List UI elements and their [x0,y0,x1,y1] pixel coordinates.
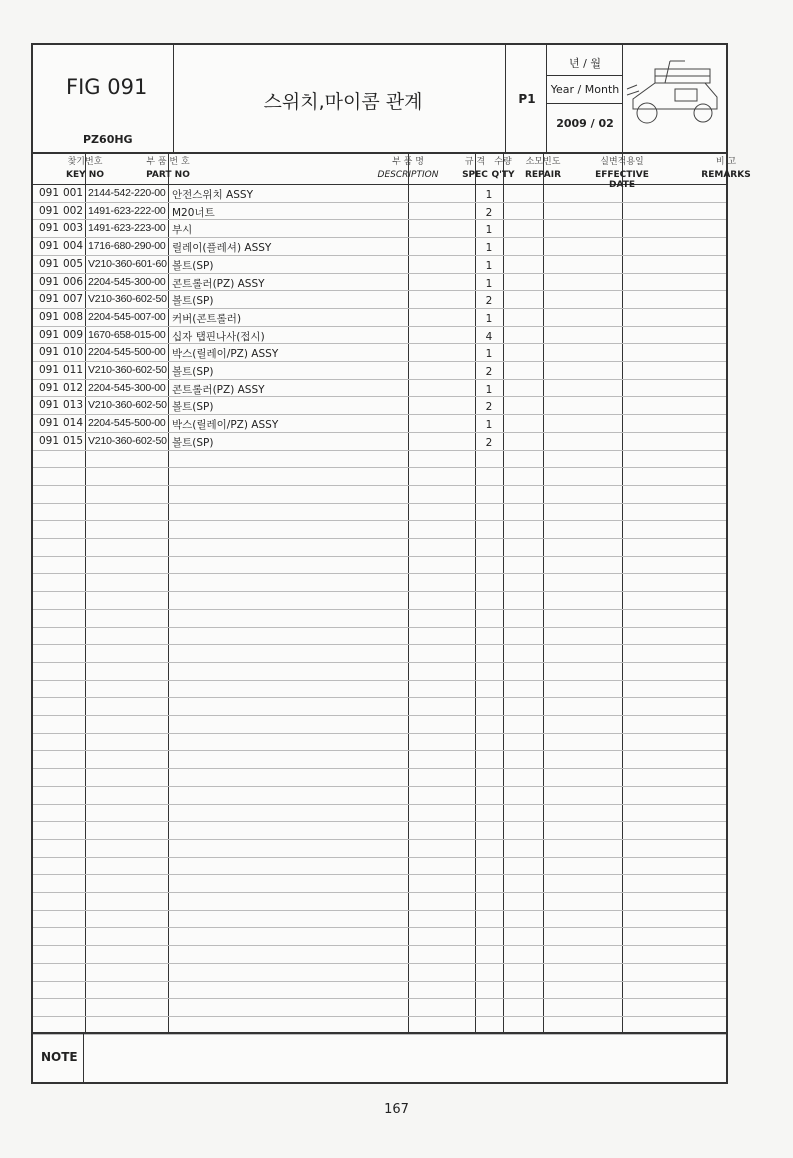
key-no: 009 [63,328,84,341]
quantity: 1 [485,259,493,272]
row-rule [33,450,726,451]
col-spec-en: SPEC [462,170,488,180]
row-rule [33,1016,726,1017]
row-rule [33,981,726,982]
quantity: 1 [485,189,493,201]
page-title: 스위치,마이콤 관계 [263,91,423,113]
fig-code: 091 [39,293,60,306]
key-no: 011 [63,364,84,376]
row-rule [33,255,726,256]
row-rule [33,396,726,397]
row-rule [33,573,726,574]
parts-table [33,152,751,1032]
description: 커버(콘트롤러) [172,312,242,325]
part-no: 1491-623-222-00 [88,204,166,217]
row-rule [33,273,726,274]
row-rule [33,963,726,964]
quantity: 2 [485,295,493,308]
fig-code: 091 [39,257,60,270]
row-rule [33,414,726,415]
fig-code: 091 [39,204,60,217]
col-desc-en: DESCRIPTION [377,170,439,180]
quantity: 2 [485,206,493,219]
part-no: V210-360-602-50 [88,364,167,376]
row-rule [33,786,726,787]
col-key-kr: 찾기번호 [67,157,103,167]
row-rule [33,874,726,875]
year-month-value: 2009 / 02 [556,117,614,130]
parts-sheet [31,43,751,1084]
row-rule [33,644,726,645]
col-spec-kr: 규 격 [464,157,486,167]
row-rule [33,857,726,858]
page-number: 167 [384,1102,409,1117]
fig-code: 091 [39,328,60,341]
row-rule [33,379,726,380]
part-no: 1716-680-290-00 [88,240,166,253]
quantity: 1 [485,348,493,361]
description: 볼트(SP) [172,401,214,414]
sheet-header [33,45,726,154]
key-no: 001 [63,187,84,199]
part-no: V210-360-602-50 [88,293,167,306]
description: 볼트(SP) [172,436,214,449]
fig-code: 091 [39,381,60,394]
row-rule [33,839,726,840]
row-rule [33,556,726,557]
key-no: 005 [63,257,84,270]
col-repair-kr: 소모빈도 [525,157,561,167]
description: 볼트(SP) [172,366,214,378]
description: 콘트롤러(PZ) ASSY [172,277,265,290]
part-no: V210-360-602-50 [88,399,167,412]
row-rule [33,715,726,716]
quantity: 1 [485,312,493,325]
fig-code: 091 [39,240,60,253]
description: 십자 탭핀나사(접시) [172,330,265,343]
part-no: V210-360-601-60 [88,257,167,270]
description: 볼트(SP) [172,259,214,272]
row-rule [33,662,726,663]
note-label: NOTE [41,1050,78,1064]
row-rule [33,750,726,751]
key-no: 014 [63,417,84,430]
row-rule [33,804,726,805]
quantity: 1 [485,277,493,290]
note-box [33,1032,726,1084]
row-rule [33,432,726,433]
part-no: V210-360-602-50 [88,434,167,447]
quantity: 2 [485,366,493,378]
row-rule [33,768,726,769]
fig-code: 091 [39,310,60,323]
description: 부시 [172,224,193,237]
quantity: 1 [485,419,493,432]
fig-code: 091 [39,417,60,430]
row-rule [33,998,726,999]
col-key-en: KEY NO [66,170,104,180]
row-rule [33,361,726,362]
year-month-en: Year / Month [550,83,620,96]
description: 안전스위치 ASSY [172,189,253,201]
column-header [33,152,751,190]
row-rule [33,945,726,946]
key-no: 003 [63,222,84,235]
key-no: 008 [63,310,84,323]
col-eff-kr: 실변적용일 [600,157,644,167]
part-no: 2204-545-007-00 [88,310,166,323]
fig-code: 091 [39,434,60,447]
key-no: 006 [63,275,84,288]
row-rule [33,290,726,291]
col-rem-kr: 비 고 [715,157,737,167]
row-rule [33,733,726,734]
col-qty-en: Q'TY [491,170,515,180]
row-rule [33,927,726,928]
fig-code: 091 [39,346,60,359]
col-rem-en: REMARKS [701,170,751,180]
part-no: 2144-542-220-00 [88,187,166,199]
fig-code: 091 [39,275,60,288]
part-no: 1670-658-015-00 [88,328,166,341]
description: 콘트롤러(PZ) ASSY [172,383,265,396]
quantity: 4 [485,330,493,343]
year-month-kr: 년 / 월 [569,57,601,70]
key-no: 002 [63,204,84,217]
description: 릴레이(플레셔) ASSY [172,242,272,255]
part-no: 2204-545-300-00 [88,381,166,394]
row-rule [33,538,726,539]
row-rule [33,910,726,911]
row-rule [33,308,726,309]
row-rule [33,520,726,521]
quantity: 1 [485,242,493,255]
row-rule [33,821,726,822]
col-desc-kr: 부 품 명 [392,157,424,167]
row-rule [33,467,726,468]
fig-code: 091 [39,364,60,376]
quantity: 2 [485,401,493,414]
fig-code: 091 [39,222,60,235]
row-rule [33,202,726,203]
row-rule [33,697,726,698]
description: 박스(릴레이/PZ) ASSY [172,348,279,361]
figure-number: FIG 091 [66,75,148,99]
row-rule [33,485,726,486]
part-no: 1491-623-223-00 [88,222,166,235]
quantity: 2 [485,436,493,449]
row-rule [33,343,726,344]
part-no: 2204-545-500-00 [88,346,166,359]
fig-code: 091 [39,187,60,199]
page-label: P1 [518,92,536,106]
fig-code: 091 [39,399,60,412]
col-part-kr: 부 품 번 호 [146,157,190,167]
row-rule [33,503,726,504]
row-rule [33,237,726,238]
key-no: 012 [63,381,84,394]
row-rule [33,627,726,628]
description: M20너트 [172,206,215,219]
key-no: 010 [63,346,84,359]
col-part-en: PART NO [146,170,190,180]
description: 박스(릴레이/PZ) ASSY [172,419,279,432]
key-no: 007 [63,293,84,306]
part-no: 2204-545-300-00 [88,275,166,288]
col-qty-kr: 수량 [494,157,512,167]
quantity: 1 [485,224,493,237]
row-rule [33,680,726,681]
row-rule [33,591,726,592]
part-no: 2204-545-500-00 [88,417,166,430]
key-no: 015 [63,434,84,447]
key-no: 013 [63,399,84,412]
model-name: PZ60HG [83,133,133,146]
row-rule [33,219,726,220]
key-no: 004 [63,240,84,253]
row-rule [33,609,726,610]
description: 볼트(SP) [172,295,214,308]
quantity: 1 [485,383,493,396]
row-rule [33,326,726,327]
rice-transplanter-illustration [625,49,725,129]
row-rule [33,892,726,893]
col-repair-en: REPAIR [524,170,562,180]
col-eff-en: EFFECTIVE DATE [595,170,649,190]
